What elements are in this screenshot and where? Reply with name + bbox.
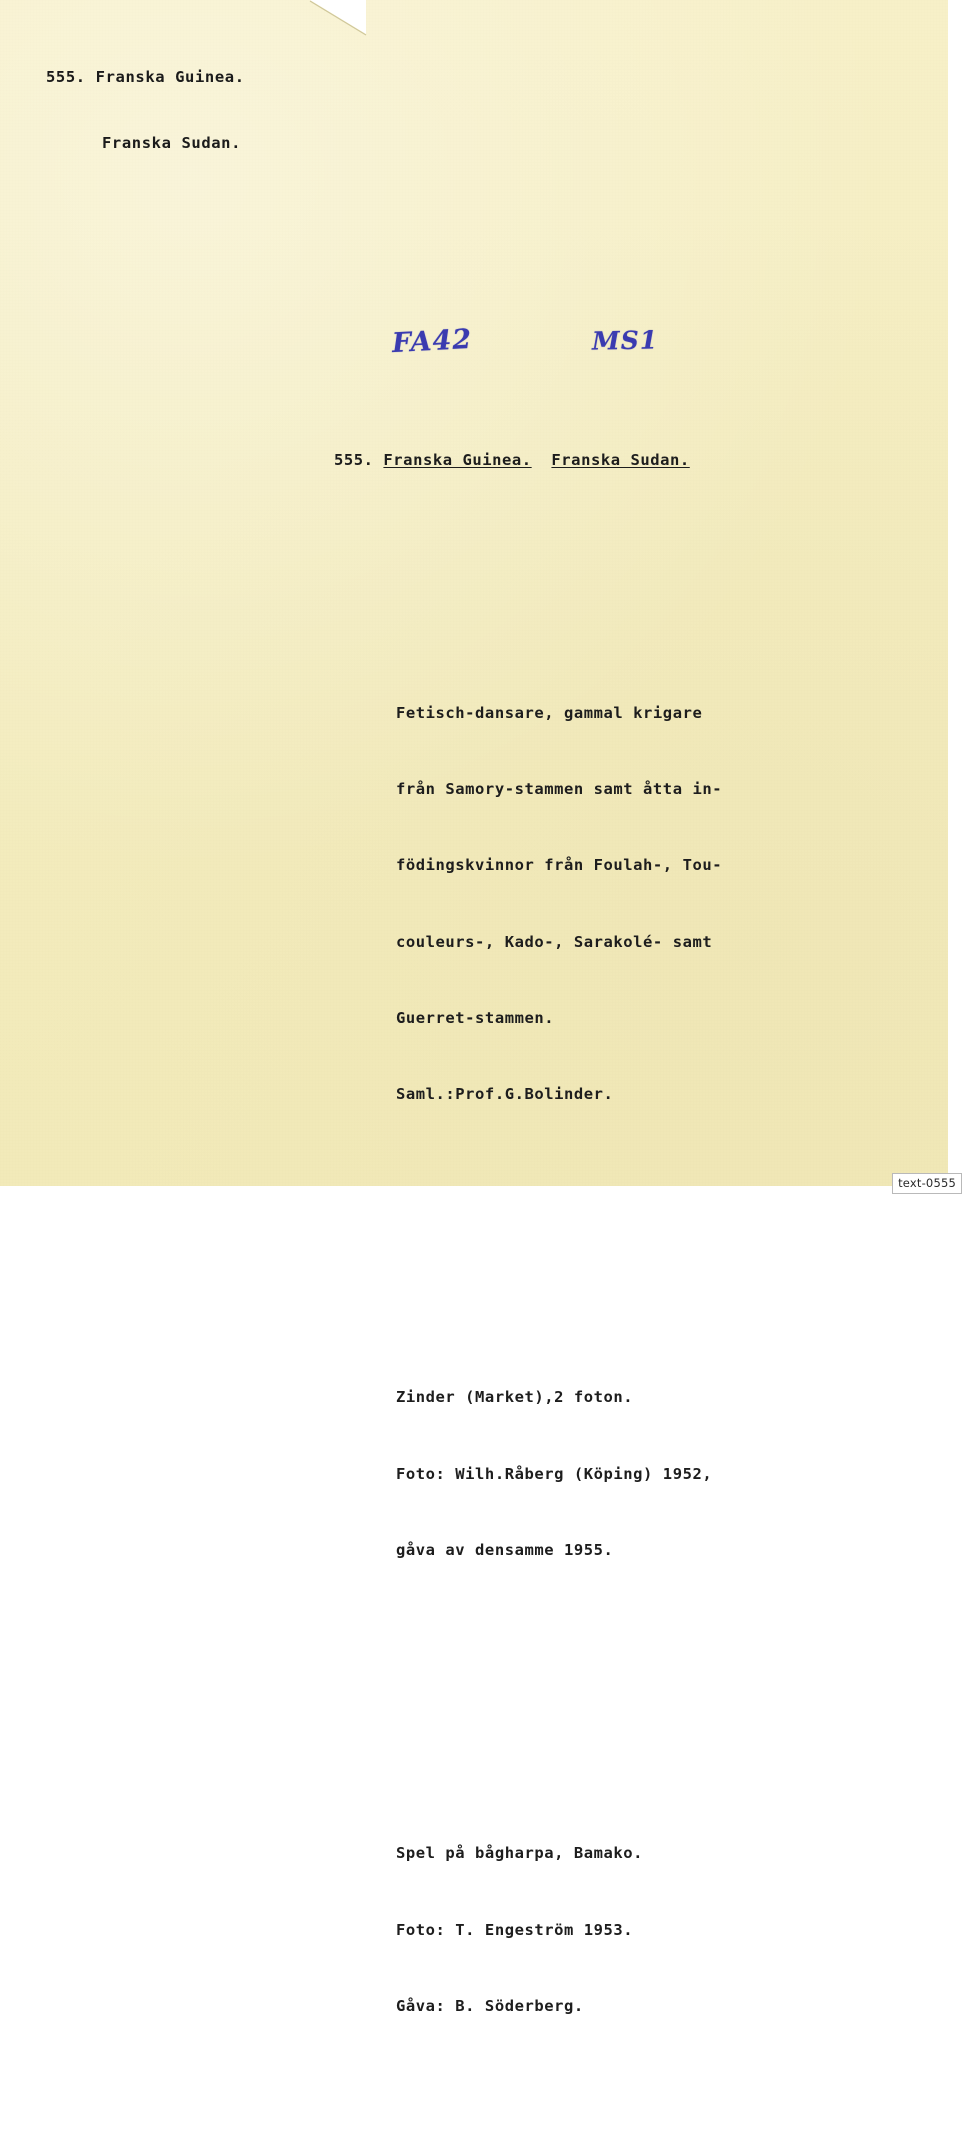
entry-title-part2: Franska Sudan. — [551, 451, 690, 470]
card-tab-heading-line2: Franska Sudan. — [102, 134, 242, 152]
entry-title-line — [334, 448, 722, 473]
entry-line: födingskvinnor från Foulah-, Tou- — [396, 856, 723, 875]
cut-corner — [310, 0, 366, 34]
entry-line: från Samory-stammen samt åtta in- — [396, 780, 723, 799]
entry-line: Saml.:Prof.G.Bolinder. — [396, 1084, 614, 1103]
entry-line: Guerret-stammen. — [396, 1008, 555, 1027]
entry-line: Foto: T. Engeström 1953. — [396, 1920, 634, 1939]
entry-line: Foto: Wilh.Råberg (Köping) 1952, — [396, 1464, 713, 1483]
scan-id-label: text-0555 — [892, 1173, 962, 1194]
spacer — [334, 1690, 722, 1714]
entry-paragraph-1 — [396, 650, 722, 1158]
handwritten-annotation-right: MS1 — [591, 325, 659, 356]
scan-margin-right — [948, 0, 964, 1200]
spacer — [334, 550, 722, 574]
entry-paragraph-2 — [396, 1335, 722, 1614]
spacer — [334, 1234, 722, 1258]
entry-line: Spel på bågharpa, Bamako. — [396, 1844, 644, 1863]
handwritten-annotation-left: FA42 — [391, 323, 473, 360]
typed-entry-block — [334, 372, 722, 2146]
entry-line: couleurs-, Kado-, Sarakolé- samt — [396, 932, 713, 951]
entry-line: gåva av densamme 1955. — [396, 1540, 614, 1559]
entry-line: Gåva: B. Söderberg. — [396, 1996, 584, 2015]
entry-line: Fetisch-dansare, gammal krigare — [396, 703, 703, 722]
entry-paragraph-3 — [396, 1791, 722, 2070]
entry-number: 555. — [334, 451, 374, 470]
entry-line: Zinder (Market),2 foton. — [396, 1388, 634, 1407]
card-tab-heading-line1: 555. Franska Guinea. — [46, 68, 245, 86]
entry-title-part1: Franska Guinea. — [383, 451, 532, 470]
card-tab-heading — [46, 22, 245, 198]
scan-margin-bottom — [0, 1186, 964, 1200]
